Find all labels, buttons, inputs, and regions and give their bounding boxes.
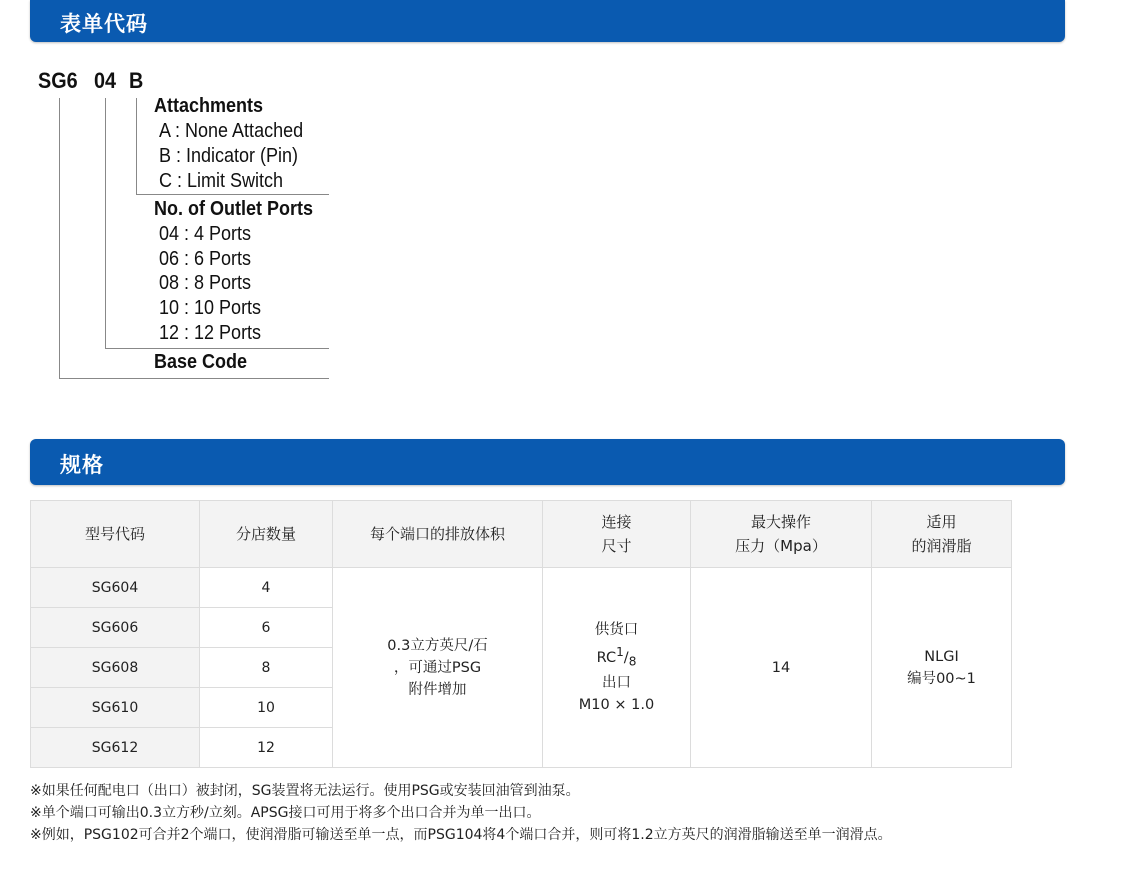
supply-port-size: $RC^1/_8$ (596, 644, 637, 669)
model-code-section-header (30, 0, 1065, 42)
spec-section-title: 规格 (60, 453, 104, 477)
table-header-row (31, 501, 1012, 568)
note-line: ※例如，PSG102可合并2个端口，使润滑脂可输送至单一点，而PSG104将4个端口合并，则可将1.2立方英尺的润滑脂输送至单一润滑点。 (30, 827, 892, 843)
ports-cell: 4 (200, 568, 333, 608)
ports-cell: 8 (200, 648, 333, 688)
model-code-section-title: 表单代码 (60, 12, 148, 36)
volume-cell (333, 568, 543, 768)
connection-cell (543, 568, 691, 768)
code-part-attachment: B (129, 68, 144, 93)
header-pressure (691, 501, 872, 568)
note-line: ※如果任何配电口（出口）被封闭，SG装置将无法运行。使用PSG或安装回油管到油泵。 (30, 783, 580, 799)
model-cell: SG610 (31, 688, 200, 728)
base-leader-line (59, 98, 60, 379)
notes (30, 780, 892, 846)
model-cell: SG606 (31, 608, 200, 648)
header-volume: 每个端口的排放体积 (333, 501, 543, 568)
attachment-option: B : Indicator (Pin) (159, 145, 299, 167)
header-model: 型号代码 (31, 501, 200, 568)
code-part-base: SG6 (38, 68, 78, 93)
supply-port-label: 供货口 (594, 621, 639, 638)
outlet-port-option: 08 : 8 Ports (159, 272, 252, 294)
ports-underline (105, 348, 329, 349)
header-pressure-line2: 压力（Mpa） (735, 537, 827, 555)
outlet-port-label: 出口 (602, 675, 631, 692)
attachment-option: A : None Attached (159, 120, 304, 142)
header-pressure-line1: 最大操作 (750, 513, 811, 531)
base-underline (59, 378, 329, 379)
header-connection (543, 501, 691, 568)
outlet-port-size: M10 × 1.0 (578, 697, 655, 714)
pressure-cell: 14 (691, 568, 872, 768)
header-ports: 分店数量 (200, 501, 333, 568)
header-grease-line2: 的润滑脂 (911, 537, 972, 555)
model-cell: SG604 (31, 568, 200, 608)
ports-cell: 12 (200, 728, 333, 768)
code-part-ports: 04 (94, 68, 117, 93)
model-cell: SG608 (31, 648, 200, 688)
header-grease (872, 501, 1012, 568)
table-row (31, 568, 1012, 608)
outlet-port-option: 10 : 10 Ports (159, 297, 262, 319)
volume-line: ，可通过PSG (393, 659, 482, 676)
outlet-port-option: 06 : 6 Ports (159, 248, 252, 270)
outlet-port-option: 04 : 4 Ports (159, 223, 252, 245)
volume-line: 附件增加 (408, 681, 467, 698)
attachment-option: C : Limit Switch (159, 170, 284, 192)
base-code-label: Base Code (154, 351, 248, 373)
attachments-heading: Attachments (154, 95, 264, 117)
attachment-underline (136, 194, 329, 195)
spec-section-header (30, 439, 1065, 485)
header-connection-line1: 连接 (601, 513, 632, 531)
header-connection-line2: 尺寸 (601, 537, 632, 555)
grease-line: 编号00~1 (907, 670, 976, 687)
ports-cell: 6 (200, 608, 333, 648)
spec-table (30, 500, 1012, 768)
outlet-port-option: 12 : 12 Ports (159, 322, 262, 344)
grease-cell (872, 568, 1012, 768)
header-grease-line1: 适用 (926, 513, 957, 531)
volume-line: 0.3立方英尺/石 (387, 637, 488, 654)
outlet-ports-heading: No. of Outlet Ports (154, 198, 314, 220)
note-line: ※单个端口可输出0.3立方秒/立刻。APSG接口可用于将多个出口合并为单一出口。 (30, 805, 541, 821)
attachment-leader-line (136, 98, 137, 195)
grease-line: NLGI (924, 648, 959, 665)
ports-leader-line (105, 98, 106, 349)
model-cell: SG612 (31, 728, 200, 768)
ports-cell: 10 (200, 688, 333, 728)
